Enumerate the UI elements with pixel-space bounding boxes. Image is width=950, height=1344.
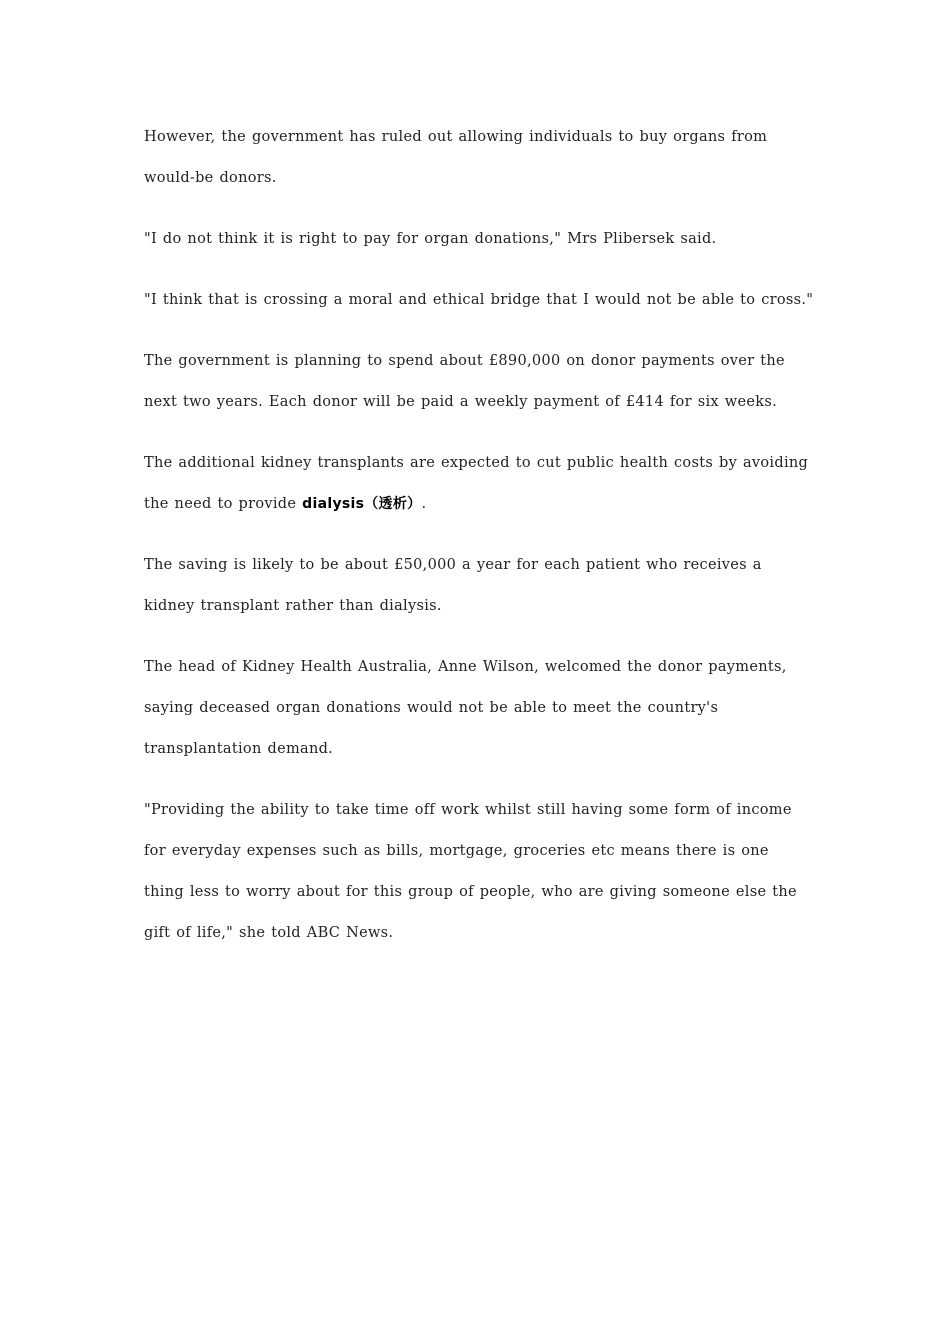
dialysis-text-after: .	[421, 496, 427, 512]
dialysis-term: dialysis（透析）	[302, 496, 422, 512]
paragraph-saving: The saving is likely to be about £50,000 a year for each patient who receives a kidney transplant rather than dialysis.	[144, 557, 762, 614]
paragraph-donor-payments: The government is planning to spend about £890,000 on donor payments over the next two years. Each donor will be paid a weekly payment of £414 for six weeks.	[144, 353, 785, 410]
article-body	[144, 117, 814, 974]
dialysis-text-before: The additional kidney transplants are expected to cut public health costs by avoiding the need to provide	[144, 455, 809, 512]
paragraph-kidney-health-australia: The head of Kidney Health Australia, Anne Wilson, welcomed the donor payments, saying deceased organ donations would not be able to meet the country's transplantation demand.	[144, 659, 787, 757]
paragraph-plibersek-quote: "I do not think it is right to pay for organ donations," Mrs Plibersek said.	[144, 231, 717, 247]
paragraph-moral-bridge-quote: "I think that is crossing a moral and ethical bridge that I would not be able to cross."	[144, 292, 814, 308]
paragraph-organ-purchase: However, the government has ruled out allowing individuals to buy organs from would-be donors.	[144, 129, 768, 186]
paragraph-dialysis	[144, 443, 814, 525]
paragraph-wilson-quote: "Providing the ability to take time off work whilst still having some form of income for everyday expenses such as bills, mortgage, groceries etc means there is one thing less to worry about for this group of people, who are giving someone else the gift of life," she told ABC News.	[144, 802, 797, 941]
